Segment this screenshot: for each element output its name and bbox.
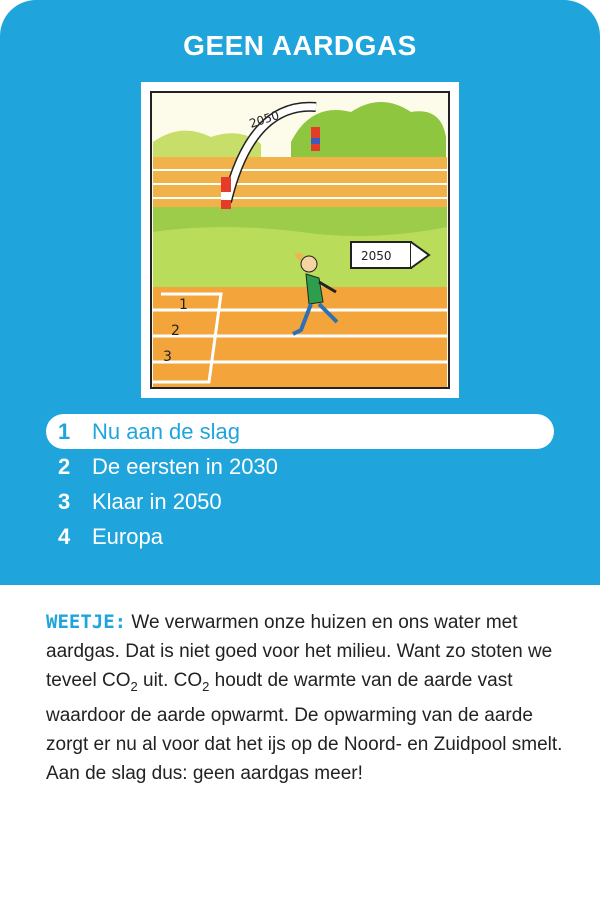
fact-text — [46, 608, 566, 788]
option-3[interactable] — [46, 484, 554, 519]
card-title: GEEN AARDGAS — [183, 30, 417, 61]
option-label: De eersten in 2030 — [92, 453, 278, 479]
option-label: Europa — [92, 523, 163, 549]
option-4[interactable] — [46, 519, 554, 554]
fact-part-2: uit. CO — [137, 670, 203, 691]
arch-label: 2050 — [247, 108, 281, 131]
lane-number-3: 3 — [163, 349, 172, 365]
option-number: 3 — [58, 488, 71, 514]
fact-part-3: houdt de warmte van de aarde vast waardoor de aarde opwarmt. De opwarming van de aarde zorgt er nu al voor dat het ijs op de Noord- en Zuidpool smelt. Aan de slag dus: geen aardgas meer! — [46, 670, 563, 784]
lane-number-2: 2 — [171, 323, 180, 339]
option-number: 2 — [58, 453, 71, 479]
option-label: Klaar in 2050 — [92, 488, 222, 514]
sign-label: 2050 — [361, 249, 392, 263]
option-1[interactable] — [46, 414, 554, 449]
answer-options — [0, 414, 600, 554]
option-label: Nu aan de slag — [92, 418, 240, 444]
subscript-2: 2 — [202, 678, 210, 694]
subscript-2: 2 — [130, 678, 138, 694]
option-number: 1 — [58, 418, 71, 444]
running-track-illustration — [141, 82, 459, 398]
fact-heading: WEETJE: — [46, 611, 127, 633]
option-2[interactable] — [46, 449, 554, 484]
lane-number-1: 1 — [179, 297, 188, 313]
fact-part-1: We verwarmen onze huizen en ons water met aardgas. Dat is niet goed voor het milieu. Want zo stoten we teveel CO — [46, 612, 553, 691]
torn-edge — [0, 568, 600, 590]
option-number: 4 — [58, 523, 71, 549]
